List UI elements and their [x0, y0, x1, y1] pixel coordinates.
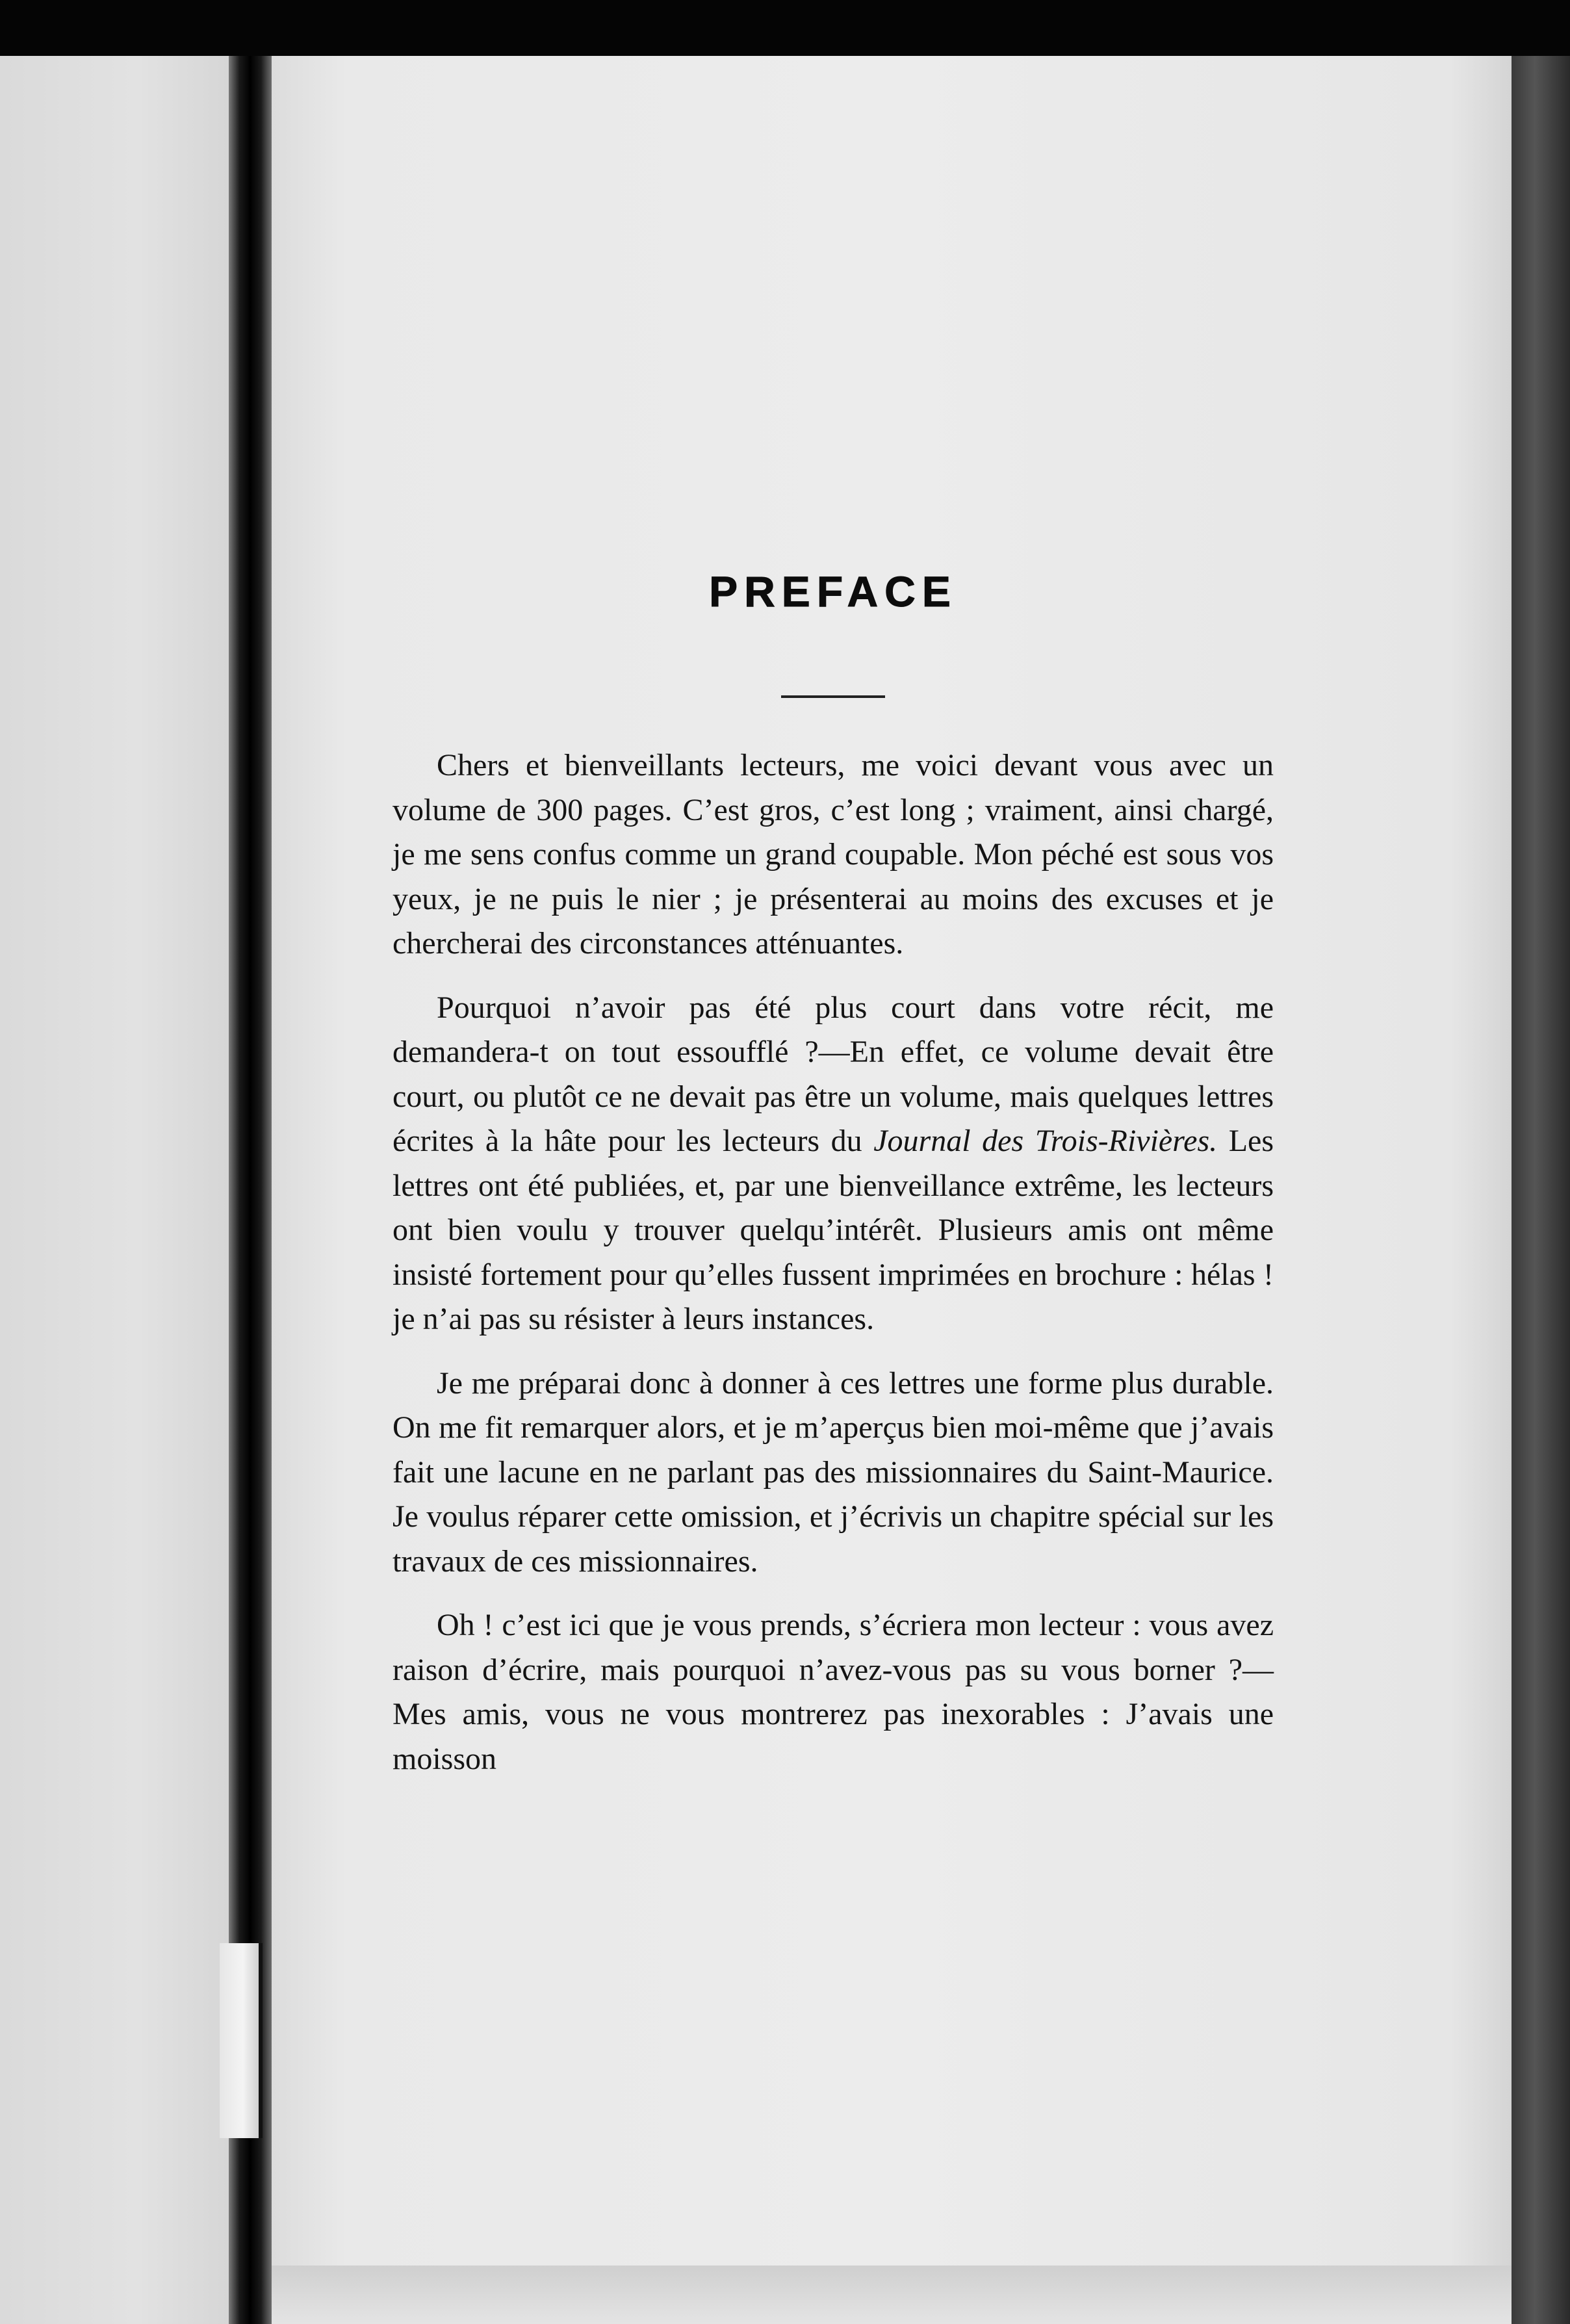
journal-title: Journal des Trois-Rivières. — [873, 1124, 1218, 1158]
title-rule — [781, 695, 885, 698]
page-stack-edge — [1512, 56, 1570, 2324]
paragraph-3: Je me préparai donc à donner à ces lettres une forme plus durable. On me fit remarquer alors, et je m’aperçus bien moi-même que j’avais fait une lacune en ne parlant pas des missionnaires du Saint-Maurice. Je voulus réparer cette omission, et j’écrivis un chapitre spécial sur les travaux de ces missionnaires. — [392, 1365, 1274, 1579]
page-text-block — [392, 559, 1274, 1801]
gutter-paper-tab — [220, 1943, 263, 2138]
paragraph-2-text-before: Pourquoi n’avoir pas été plus court dans votre récit, me demandera-t on tout essoufflé ?—En effet, ce volume devait être court, ou plutôt ce ne devait pas être un volume, mais quelques lettres écrites à la hâte pour les lecteurs du — [392, 990, 1274, 1158]
left-blank-page — [0, 56, 229, 2324]
scan-top-border — [0, 0, 1570, 56]
paragraph-2 — [392, 986, 1274, 1342]
paragraph-1: Chers et bienveillants lecteurs, me voici devant vous avec un volume de 300 pages. C’est gros, c’est long ; vraiment, ainsi chargé, je me sens confus comme un grand coupable. Mon péché est sous vos yeux, je ne puis le nier ; je présenterai au moins des excuses et je chercherai des circonstances atténuantes. — [392, 748, 1274, 961]
paragraph-2-text-after: Les lettres ont été publiées, et, par une bienveillance extrême, les lecteurs ont bien voulu y trouver quelqu’intérêt. Plusieurs amis ont même insisté fortement pour qu’elles fussent imprimées en brochure : hélas ! je n’ai pas su résister à leurs instances. — [392, 1124, 1274, 1336]
page-title: PREFACE — [709, 567, 957, 615]
page-bottom-margin — [272, 2266, 1512, 2324]
paragraph-4: Oh ! c’est ici que je vous prends, s’écriera mon lecteur : vous avez raison d’écrire, mais pourquoi n’avez-vous pas su vous borner ?—Mes amis, vous ne vous montrerez pas inexorables : J’avais une moisson — [392, 1608, 1274, 1776]
